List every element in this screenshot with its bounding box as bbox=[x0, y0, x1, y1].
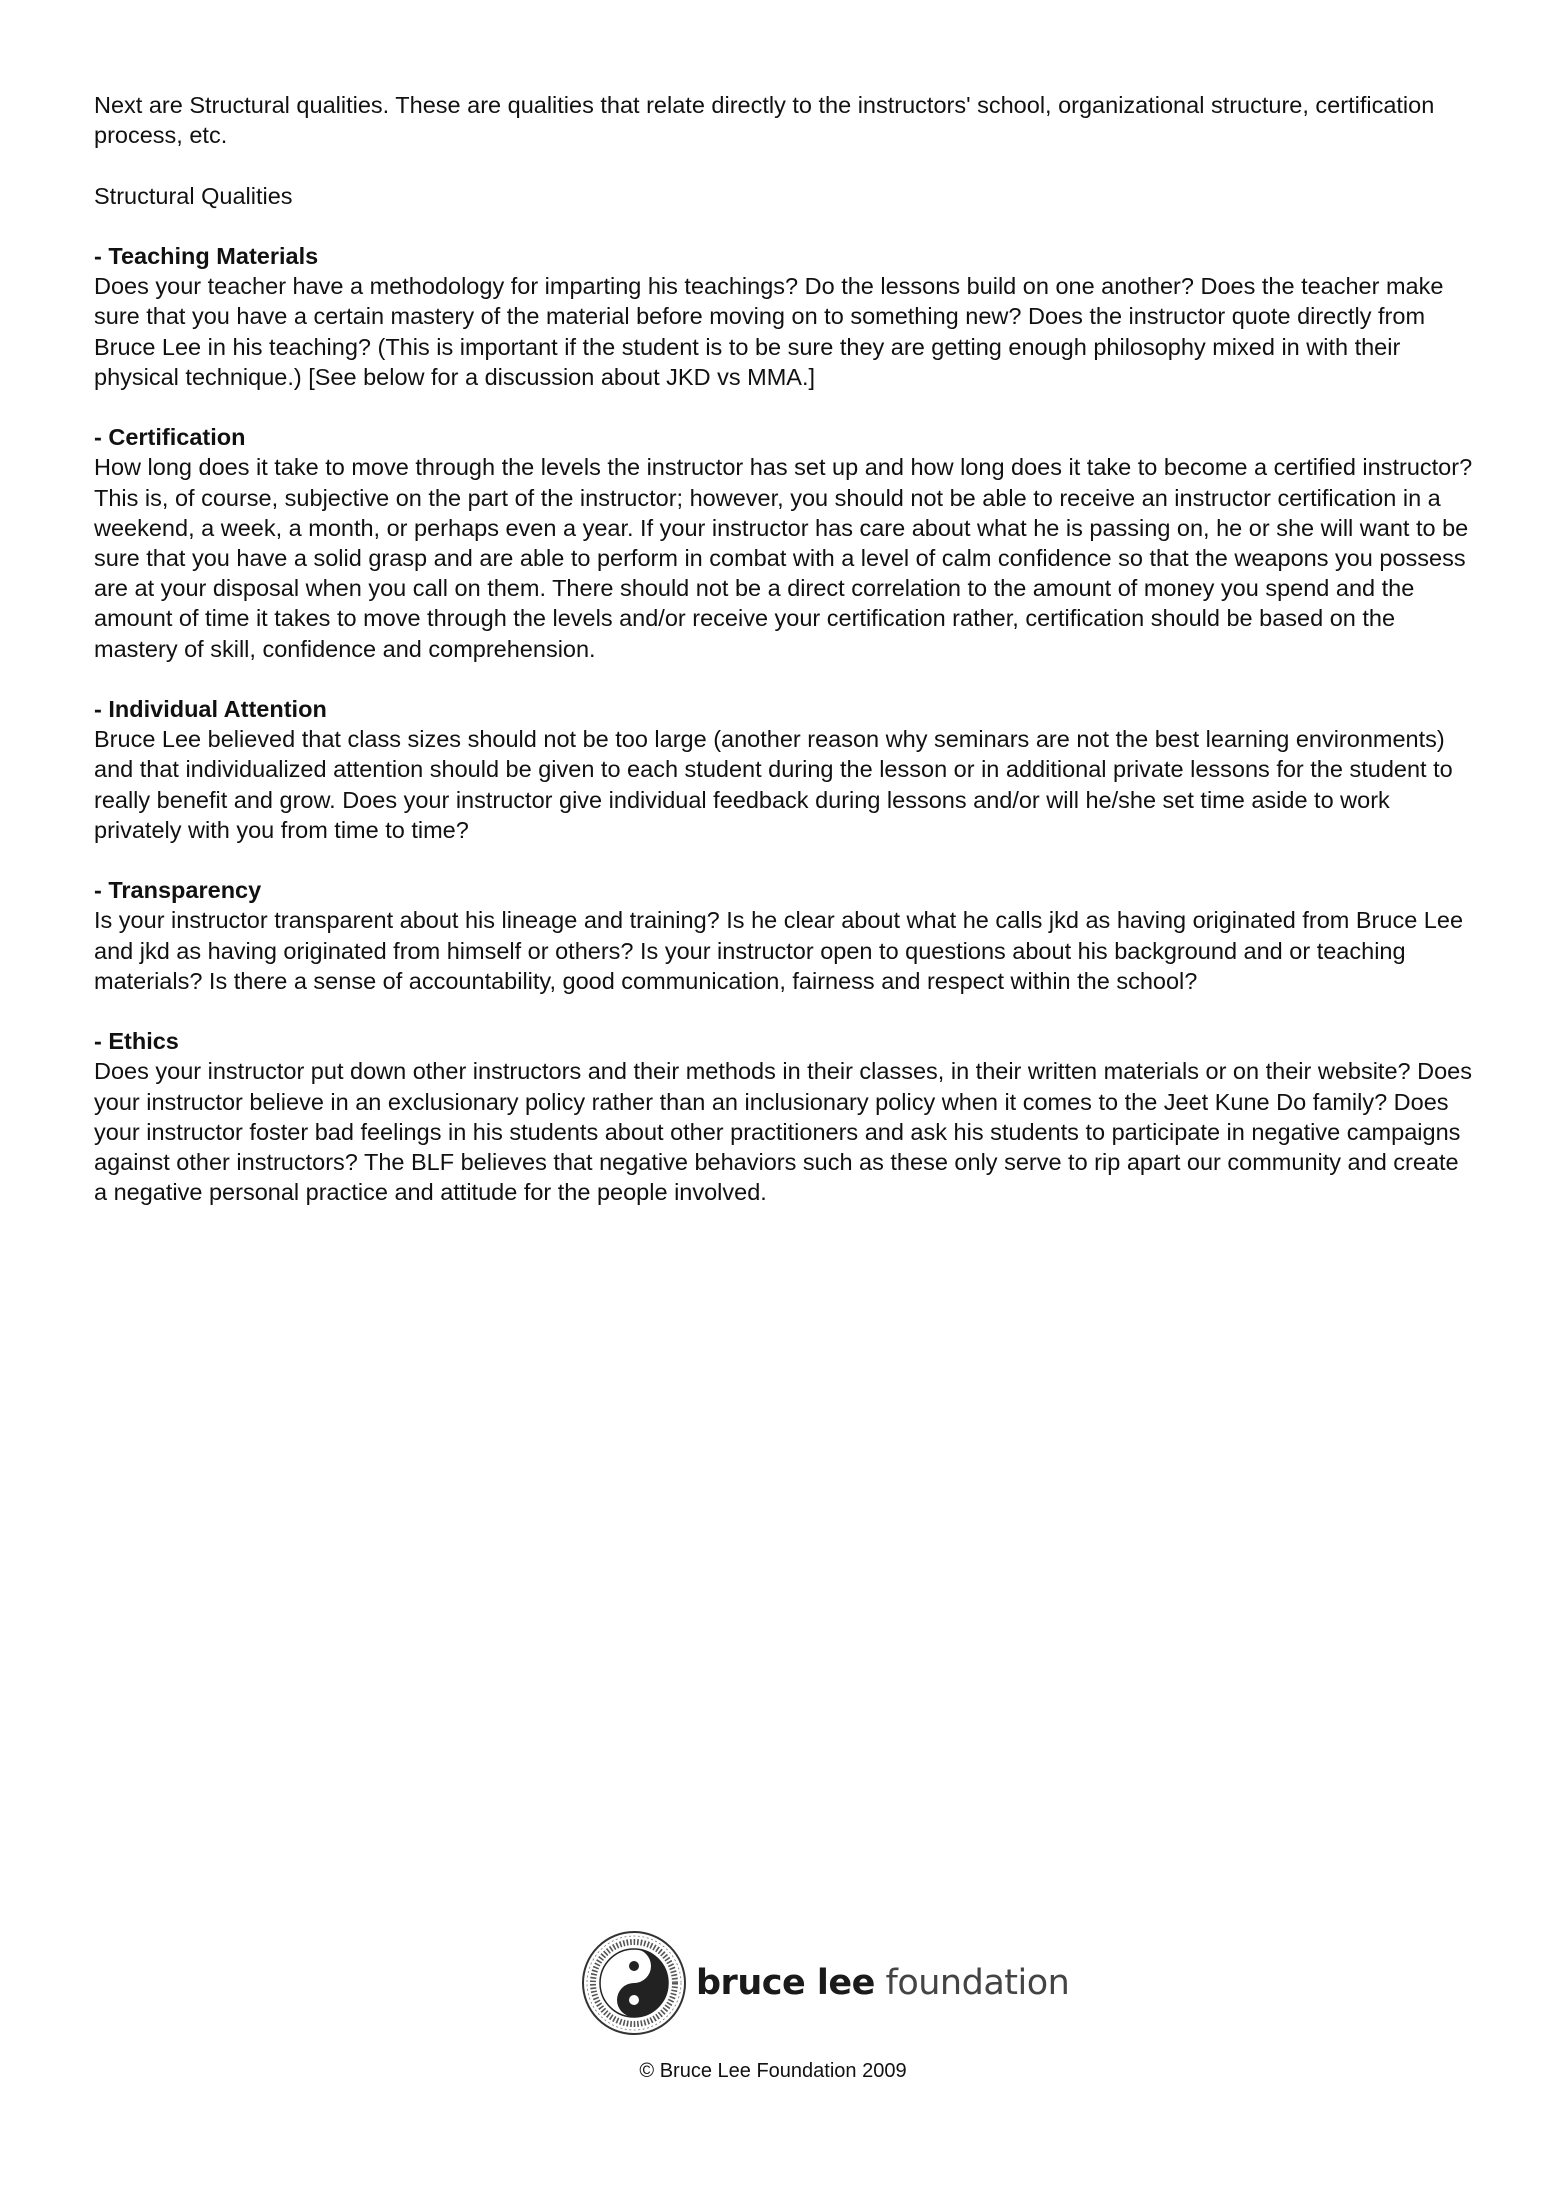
document-page bbox=[94, 90, 1474, 1238]
logo-word-light: foundation bbox=[885, 1963, 1070, 2003]
section-body: Does your instructor put down other instructors and their methods in their classes, in their written materials or on their website? Does your instructor believe in an exclusionary policy rather than an inclusionary policy when it comes to the Jeet Kune Do family? Does your instructor foster bad feelings in his students about other practitioners and ask his students to participate in negative campaigns against other instructors? The BLF believes that negative behaviors such as these only serve to rip apart our community and create a negative personal practice and attitude for the people involved. bbox=[94, 1058, 1472, 1206]
bruce-lee-foundation-logo bbox=[580, 1928, 1069, 2038]
section-body: Does your teacher have a methodology for imparting his teachings? Do the lessons build on one another? Does the teacher make sure that you have a certain mastery of the material before moving on to something new? Does the instructor quote directly from Bruce Lee in his teaching? (This is important if the student is to be sure they are getting enough philosophy mixed in with their physical technique.) [See below for a discussion about JKD vs MMA.] bbox=[94, 273, 1444, 390]
section-certification bbox=[94, 422, 1474, 664]
section-heading: - Ethics bbox=[94, 1028, 179, 1055]
section-ethics bbox=[94, 1026, 1474, 1207]
intro-paragraph: Next are Structural qualities. These are qualities that relate directly to the instructors' school, organizational structure, certification process, etc. bbox=[94, 92, 1435, 149]
section-body: Is your instructor transparent about his lineage and training? Is he clear about what he calls jkd as having originated from Bruce Lee and jkd as having originated from himself or others? Is your instructor open to questions about his background and or teaching materials? Is there a sense of accountability, good communication, fairness and respect within the school? bbox=[94, 907, 1464, 994]
yin-yang-seal-icon bbox=[580, 1929, 688, 2037]
logo-wordmark bbox=[696, 1963, 1069, 2003]
section-heading: - Certification bbox=[94, 424, 246, 451]
section-heading: - Individual Attention bbox=[94, 696, 327, 722]
section-heading: - Transparency bbox=[94, 877, 262, 904]
section-body: Bruce Lee believed that class sizes should not be too large (another reason why seminars are not the best learning environments) and that individualized attention should be given to each student during the lesson or in additional private lessons for the student to really benefit and grow. Does your instructor give individual feedback during lessons and/or will he/she set time aside to work privately with you from time to time? bbox=[94, 726, 1453, 843]
logo-word-strong: bruce lee bbox=[696, 1963, 875, 2003]
copyright-footer: © Bruce Lee Foundation 2009 bbox=[639, 2060, 907, 2082]
subtitle: Structural Qualities bbox=[94, 182, 293, 209]
section-individual-attention bbox=[94, 694, 1474, 845]
section-heading: - Teaching Materials bbox=[94, 242, 319, 269]
section-body: How long does it take to move through the levels the instructor has set up and how long does it take to become a certified instructor? This is, of course, subjective on the part of the instructor; however, you should not be able to receive an instructor certification in a weekend, a week, a month, or perhaps even a year. If your instructor has care about what he is passing on, he or she will want to be sure that you have a solid grasp and are able to perform in combat with a level of calm confidence so that the weapons you possess are at your disposal when you call on them. There should not be a direct correlation to the amount of money you spend and the amount of time it takes to move through the levels and/or receive your certification rather, certification should be based on the mastery of skill, confidence and comprehension. bbox=[94, 454, 1473, 662]
section-teaching-materials bbox=[94, 241, 1474, 392]
section-transparency bbox=[94, 875, 1474, 996]
